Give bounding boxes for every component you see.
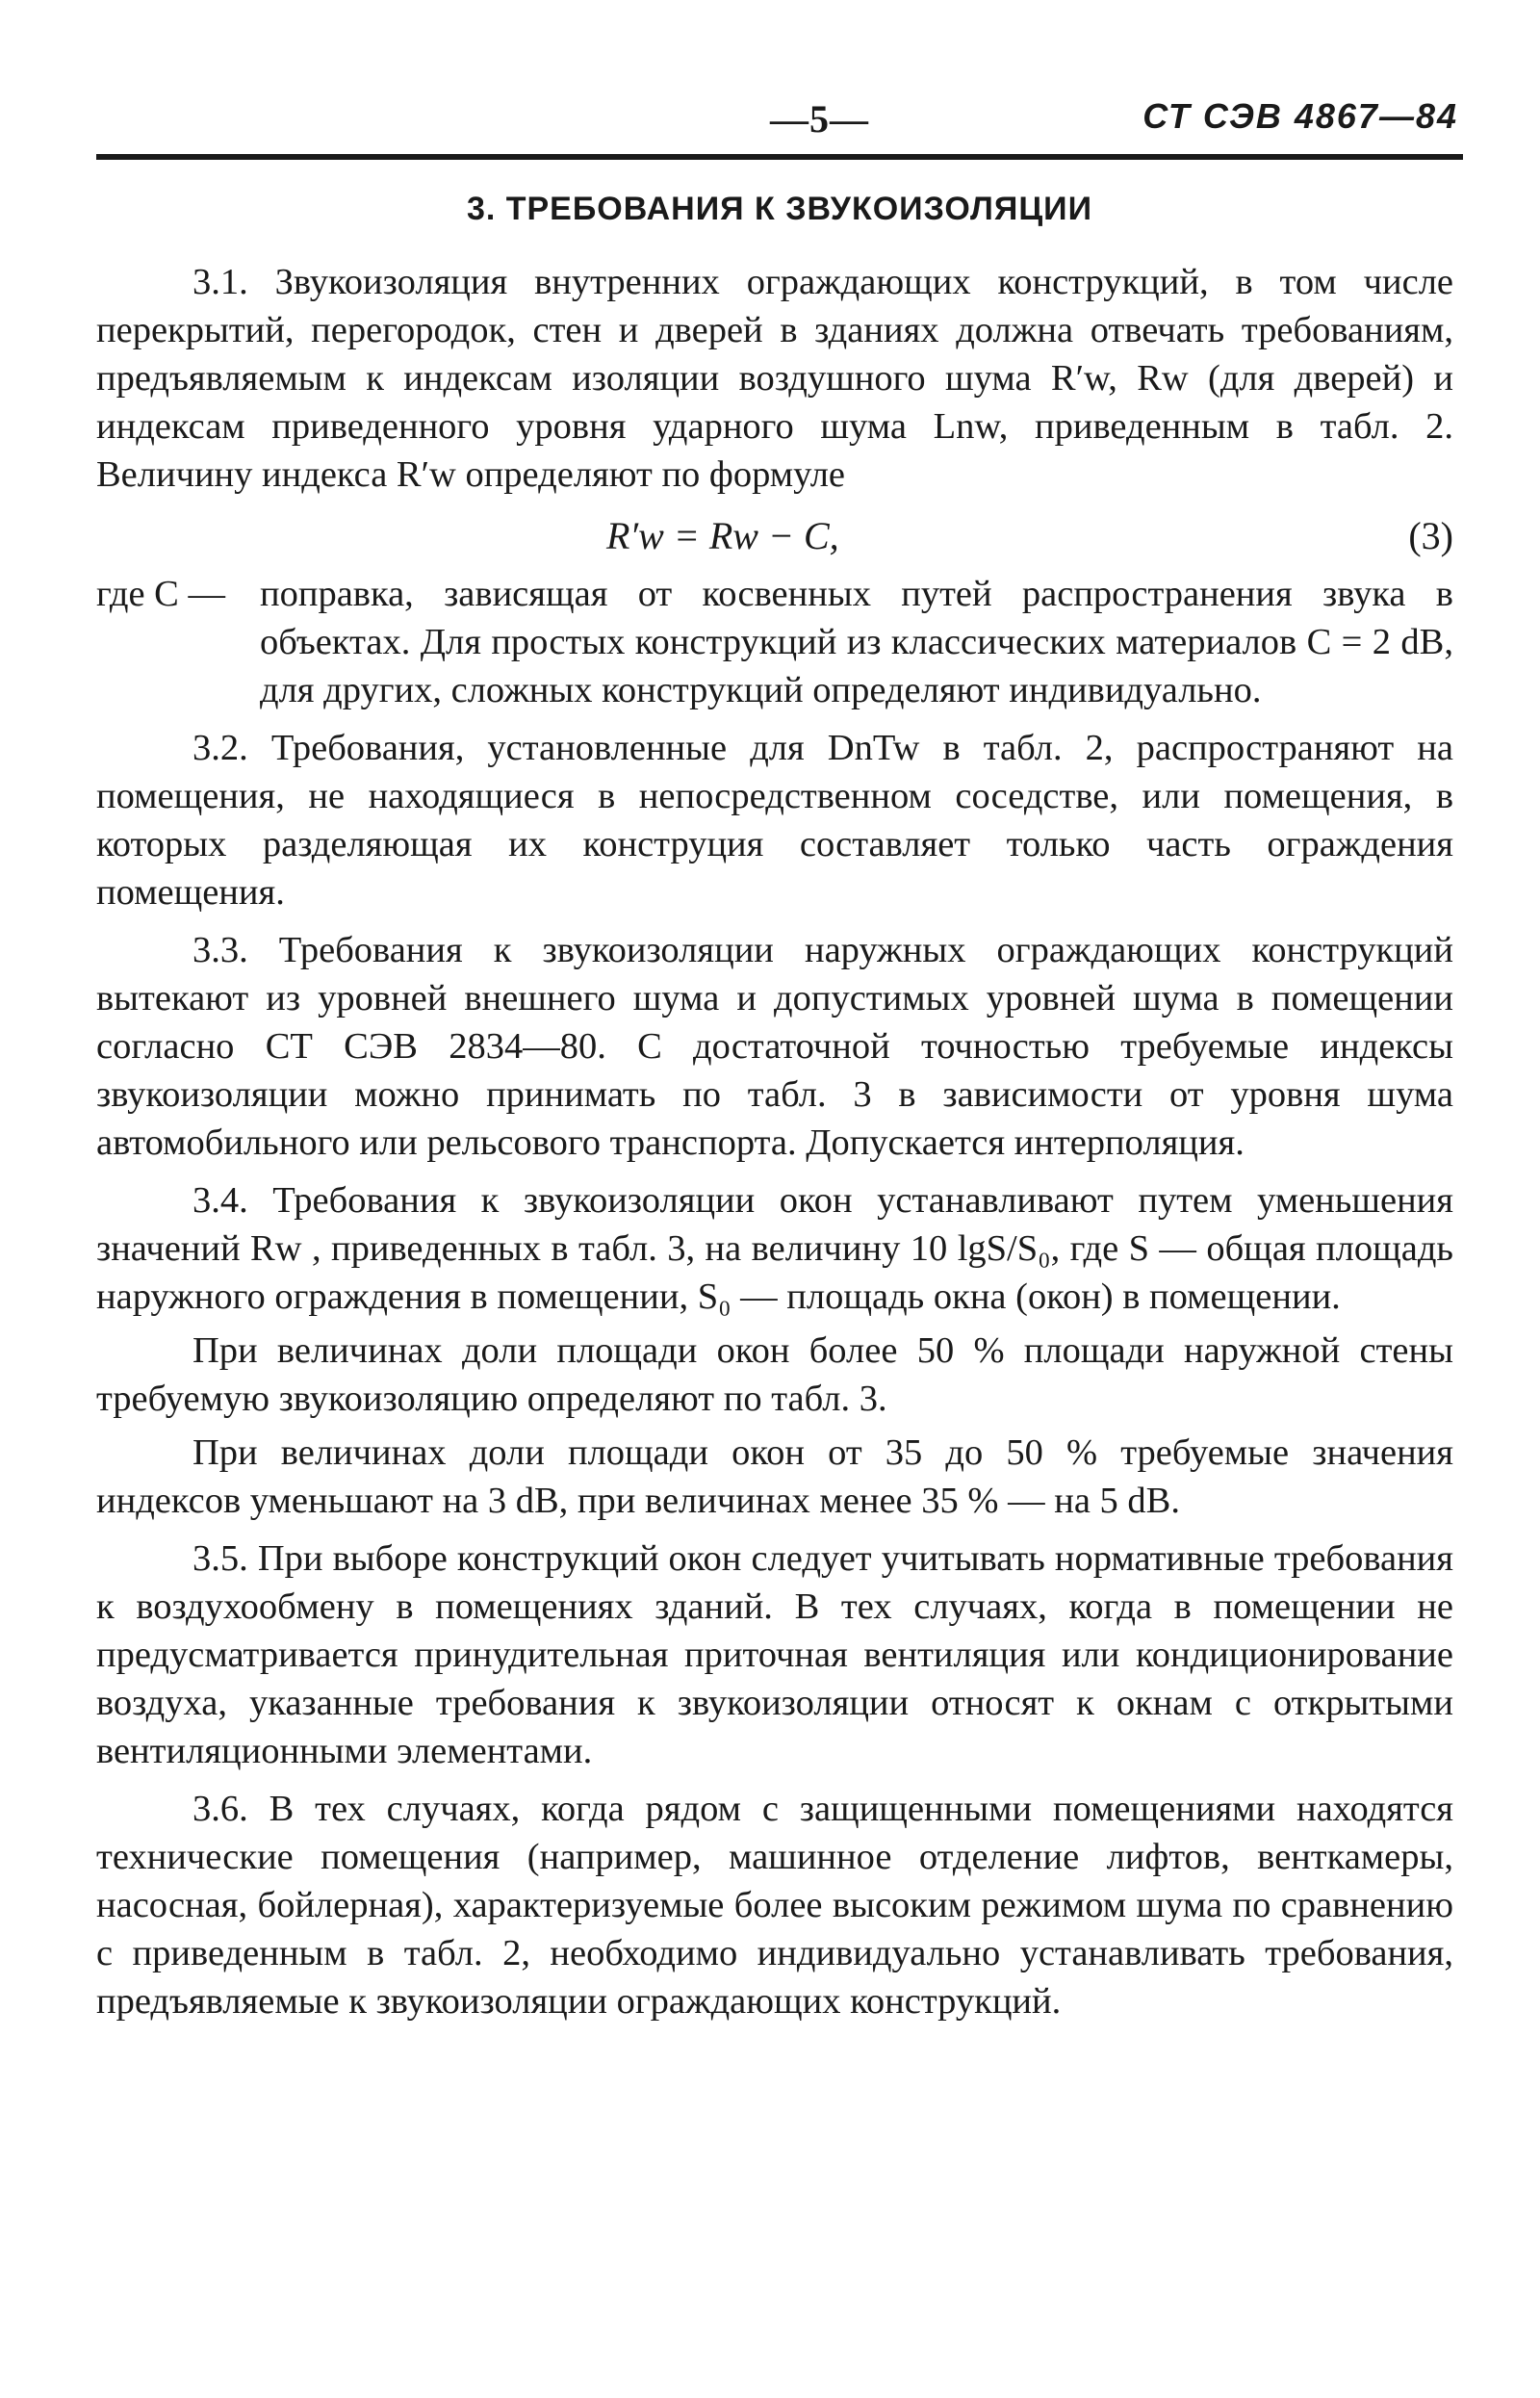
formula: R′w = Rw − C, (606, 514, 839, 557)
where-label: где С — (96, 574, 225, 614)
section-title: 3. ТРЕБОВАНИЯ К ЗВУКОИЗОЛЯЦИИ (466, 191, 1093, 227)
paragraph-3-4-windows-over-50: При величинах доли площади окон более 50 % площади наружной стены требуемую звукоизоляцию определяют по табл. 3. (96, 1330, 1453, 1419)
paragraph-3-4: 3.4. Требования к звукоизоляции окон устанавливают путем уменьшения значений Rw , приведенных в табл. 3, на величину 10 lgS/S₀, где S — общая площадь наружного ограждения в помещении, S₀ — площадь окна (окон) в помещении. (96, 1180, 1453, 1317)
paragraph-3-3: 3.3. Требования к звукоизоляции наружных ограждающих конструкций вытекают из уровней внешнего шума и допустимых уровней шума в помещении согласно СТ СЭВ 2834—80. С достаточной точностью требуемые индексы звукоизоляции можно принимать по табл. 3 в зависимости от уровня шума автомобильного или рельсового транспорта. Допускается интерполяция. (96, 930, 1453, 1163)
where-text: поправка, зависящая от косвенных путей распространения звука в объектах. Для простых конструкций из классических материалов С = 2 dB, для других, сложных конструкций определяют индивидуально. (260, 574, 1453, 710)
document-body (96, 258, 1453, 2025)
paragraph-3-6: 3.6. В тех случаях, когда рядом с защищенными помещениями находятся технические помещения (например, машинное отделение лифтов, венткамеры, насосная, бойлерная), характеризуемые более высоким режимом шума по сравнению с приведенным в табл. 2, необходимо индивидуально устанавливать требования, предъявляемые к звукоизоляции ограждающих конструкций. (96, 1789, 1453, 2022)
header-divider (96, 154, 1463, 160)
formula-number: (3) (1408, 514, 1453, 557)
paragraph-3-2: 3.2. Требования, установленные для DnTw в табл. 2, распространяют на помещения, не находящиеся в непосредственном соседстве, или помещения, в которых разделяющая их конструция составляет только часть ограждения помещения. (96, 728, 1453, 913)
page-number: —5— (770, 97, 869, 141)
where-definition (96, 570, 1453, 714)
page-header (96, 96, 1463, 144)
paragraph-3-1: 3.1. Звукоизоляция внутренних ограждающих конструкций, в том числе перекрытий, перегородок, стен и дверей в зданиях должна отвечать требованиям, предъявляемым к индексам изоляции воздушного шума R′w, Rw (для дверей) и индексам приведенного уровня ударного шума Lnw, приведенным в табл. 2. Величину индекса R′w определяют по формуле (96, 262, 1453, 495)
formula-row (96, 503, 1453, 570)
document-code: СТ СЭВ 4867—84 (1142, 96, 1458, 136)
paragraph-3-4-windows-35-50: При величинах доли площади окон от 35 до 50 % требуемые значения индексов уменьшают на 3 dB, при величинах менее 35 % — на 5 dB. (96, 1432, 1453, 1521)
paragraph-3-5: 3.5. При выборе конструкций окон следует учитывать нормативные требования к воздухообмену в помещениях зданий. В тех случаях, когда в помещении не предусматривается принудительная приточная вентиляция или кондиционирование воздуха, указанные требования к звукоизоляции относят к окнам с открытыми вентиляционными элементами. (96, 1538, 1453, 1771)
